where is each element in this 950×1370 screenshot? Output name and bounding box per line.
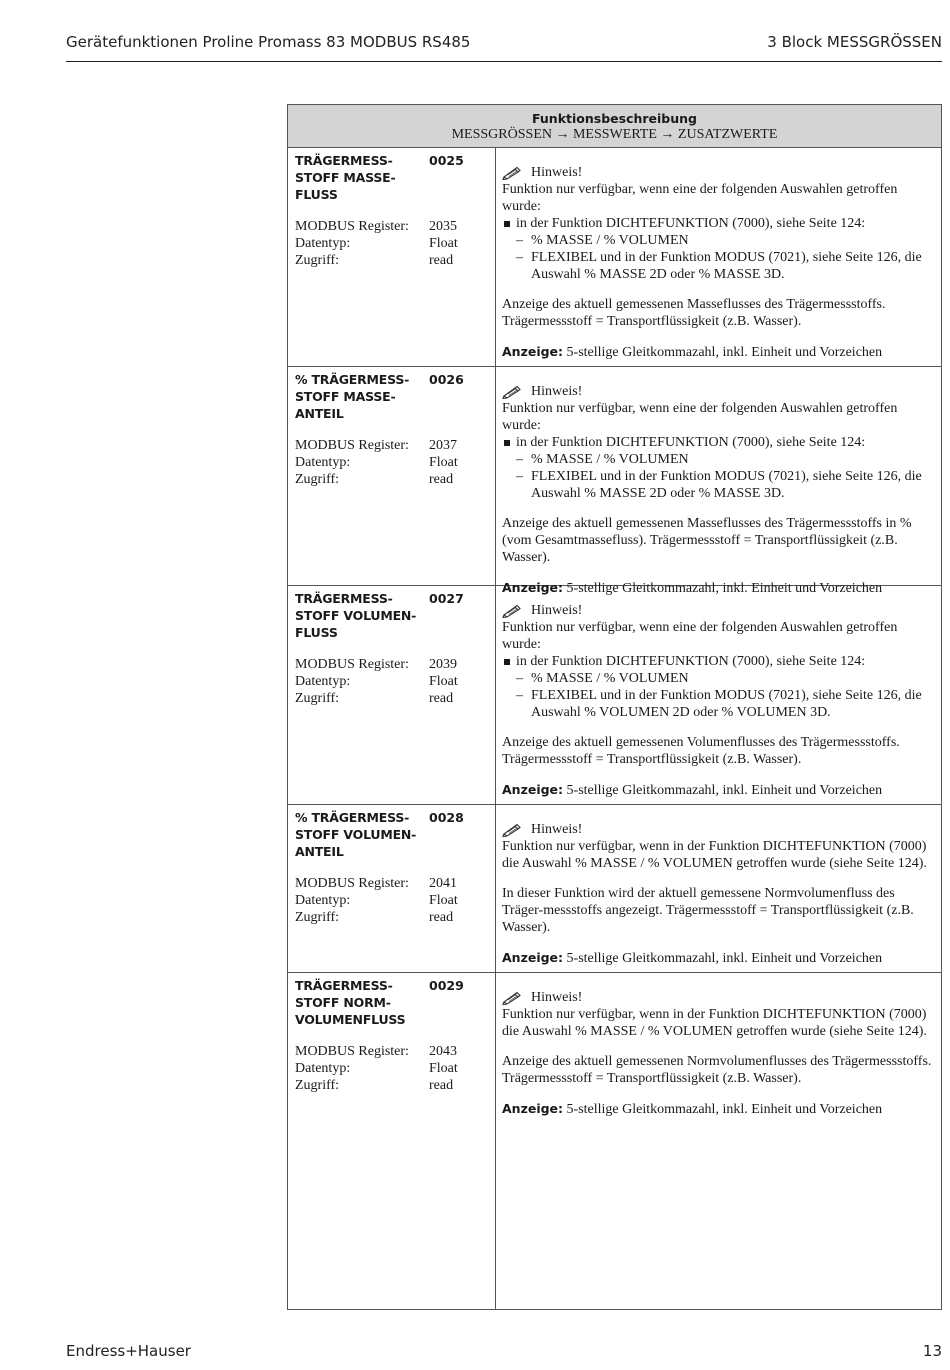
table-row: [288, 148, 941, 367]
function-meta: [295, 656, 485, 707]
note-intro: Funktion nur verfügbar, wenn eine der folgenden Auswahlen getroffen wurde:: [502, 401, 898, 433]
note-label: Hinweis!: [531, 603, 583, 618]
note-intro: Funktion nur verfügbar, wenn in der Funktion DICHTEFUNKTION (7000) die Auswahl % MASSE / % VOLUMEN getroffen wurde (siehe Seite 124).: [502, 1007, 927, 1039]
bullet-text: in der Funktion DICHTEFUNKTION (7000), siehe Seite 124:: [516, 435, 866, 450]
display-text: 5-stellige Gleitkommazahl, inkl. Einheit und Vorzeichen: [563, 951, 883, 966]
note-dash-item: – % MASSE / % VOLUMEN: [516, 671, 689, 686]
table-row: [288, 805, 941, 973]
access-value: read: [429, 910, 454, 925]
dash-text: % MASSE / % VOLUMEN: [531, 452, 689, 467]
pencil-note-icon: [502, 991, 524, 1005]
function-description: [502, 602, 932, 799]
function-code: 0025: [429, 153, 464, 168]
note-heading: [502, 164, 932, 181]
note-intro: Funktion nur verfügbar, wenn in der Funktion DICHTEFUNKTION (7000) die Auswahl % MASSE / % VOLUMEN getroffen wurde (siehe Seite 124).: [502, 839, 927, 871]
display-info: [502, 343, 932, 361]
function-description: [502, 989, 932, 1118]
function-description: [502, 383, 932, 597]
description-text: Anzeige des aktuell gemessenen Masseflusses des Trägermessstoffs. Trägermessstoff = Transportflüssigkeit (z.B. Wasser).: [502, 297, 886, 329]
page-header: [66, 33, 942, 62]
display-info: [502, 949, 932, 967]
function-meta: [295, 437, 485, 488]
access-value: read: [429, 1078, 454, 1093]
function-meta: [295, 218, 485, 269]
note-intro: Funktion nur verfügbar, wenn eine der folgenden Auswahlen getroffen wurde:: [502, 620, 898, 652]
note-heading: [502, 821, 932, 838]
display-text: 5-stellige Gleitkommazahl, inkl. Einheit und Vorzeichen: [563, 581, 883, 596]
bullet-text: in der Funktion DICHTEFUNKTION (7000), siehe Seite 124:: [516, 654, 866, 669]
display-info: [502, 1100, 932, 1118]
table-row: [288, 367, 941, 596]
header-title: Gerätefunktionen Proline Promass 83 MODBUS RS485: [66, 33, 471, 51]
datatype-label: Datentyp:: [295, 1061, 351, 1076]
function-code: 0029: [429, 978, 464, 993]
access-label: Zugriff:: [295, 691, 340, 706]
function-table: [287, 104, 942, 1310]
description-text: Anzeige des aktuell gemessenen Masseflusses des Trägermessstoffs in % (vom Gesamtmassefluss). Trägermessstoff = Transportflüssigkeit (z.B. Wasser).: [502, 516, 912, 565]
note-label: Hinweis!: [531, 990, 583, 1005]
display-text: 5-stellige Gleitkommazahl, inkl. Einheit und Vorzeichen: [563, 1102, 883, 1117]
datatype-value: Float: [429, 455, 458, 470]
register-label: MODBUS Register:: [295, 657, 409, 672]
note-dash-item: – FLEXIBEL und in der Funktion MODUS (7021), siehe Seite 126, die Auswahl % MASSE 2D oder % MASSE 3D.: [516, 250, 922, 282]
function-description: [502, 821, 932, 967]
display-label: Anzeige:: [502, 580, 564, 595]
table-header: [288, 105, 941, 148]
display-info: [502, 781, 932, 799]
pencil-note-icon: [502, 166, 524, 180]
register-label: MODBUS Register:: [295, 438, 409, 453]
register-value: 2039: [429, 657, 457, 672]
register-label: MODBUS Register:: [295, 219, 409, 234]
dash-text: FLEXIBEL und in der Funktion MODUS (7021), siehe Seite 126, die Auswahl % VOLUMEN 2D oder % VOLUMEN 3D.: [531, 688, 922, 720]
pencil-note-icon: [502, 604, 524, 618]
table-path: MESSGRÖSSEN → MESSWERTE → ZUSATZWERTE: [451, 127, 778, 142]
datatype-label: Datentyp:: [295, 236, 351, 251]
bullet-text: in der Funktion DICHTEFUNKTION (7000), siehe Seite 124:: [516, 216, 866, 231]
function-name: TRÄGERMESS- STOFF VOLUMEN- FLUSS: [295, 591, 417, 640]
display-text: 5-stellige Gleitkommazahl, inkl. Einheit und Vorzeichen: [563, 345, 883, 360]
note-label: Hinweis!: [531, 165, 583, 180]
note-label: Hinweis!: [531, 822, 583, 837]
note-heading: [502, 602, 932, 619]
header-section: 3 Block MESSGRÖSSEN: [767, 33, 942, 51]
note-bullet: [502, 215, 932, 232]
note-dash-item: – % MASSE / % VOLUMEN: [516, 233, 689, 248]
function-name: % TRÄGERMESS- STOFF VOLUMEN- ANTEIL: [295, 810, 417, 859]
dash-text: FLEXIBEL und in der Funktion MODUS (7021), siehe Seite 126, die Auswahl % MASSE 2D oder % MASSE 3D.: [531, 469, 922, 501]
register-value: 2035: [429, 219, 457, 234]
bullet-square-icon: [504, 440, 510, 446]
datatype-value: Float: [429, 236, 458, 251]
datatype-value: Float: [429, 674, 458, 689]
note-dash-item: – FLEXIBEL und in der Funktion MODUS (7021), siehe Seite 126, die Auswahl % MASSE 2D oder % MASSE 3D.: [516, 469, 922, 501]
brand-name: Endress+Hauser: [66, 1342, 191, 1360]
pencil-note-icon: [502, 385, 524, 399]
dash-text: FLEXIBEL und in der Funktion MODUS (7021), siehe Seite 126, die Auswahl % MASSE 2D oder % MASSE 3D.: [531, 250, 922, 282]
access-value: read: [429, 253, 454, 268]
table-row: [288, 973, 941, 1310]
function-meta: [295, 875, 485, 926]
page-number: 13: [922, 1342, 942, 1360]
display-label: Anzeige:: [502, 1101, 564, 1116]
access-label: Zugriff:: [295, 1078, 340, 1093]
datatype-value: Float: [429, 1061, 458, 1076]
note-bullet: [502, 434, 932, 451]
datatype-label: Datentyp:: [295, 455, 351, 470]
pencil-note-icon: [502, 823, 524, 837]
function-name: % TRÄGERMESS- STOFF MASSE- ANTEIL: [295, 372, 410, 421]
note-heading: [502, 989, 932, 1006]
bullet-square-icon: [504, 221, 510, 227]
access-value: read: [429, 691, 454, 706]
function-code: 0027: [429, 591, 464, 606]
table-row: [288, 586, 941, 805]
function-name: TRÄGERMESS- STOFF NORM- VOLUMENFLUSS: [295, 978, 406, 1027]
dash-text: % MASSE / % VOLUMEN: [531, 233, 689, 248]
page-footer: [66, 1342, 942, 1362]
table-title: Funktionsbeschreibung: [531, 111, 697, 126]
datatype-label: Datentyp:: [295, 674, 351, 689]
register-value: 2043: [429, 1044, 457, 1059]
function-meta: [295, 1043, 485, 1094]
register-label: MODBUS Register:: [295, 1044, 409, 1059]
datatype-label: Datentyp:: [295, 893, 351, 908]
description-text: In dieser Funktion wird der aktuell gemessene Normvolumenfluss des Träger-messstoffs angezeigt. Trägermessstoff = Transportflüssigkeit (z.B. Wasser).: [502, 886, 914, 935]
bullet-square-icon: [504, 659, 510, 665]
access-label: Zugriff:: [295, 472, 340, 487]
display-label: Anzeige:: [502, 950, 564, 965]
description-text: Anzeige des aktuell gemessenen Volumenflusses des Trägermessstoffs. Trägermessstoff = Transportflüssigkeit (z.B. Wasser).: [502, 735, 900, 767]
note-dash-item: – % MASSE / % VOLUMEN: [516, 452, 689, 467]
access-value: read: [429, 472, 454, 487]
note-dash-item: – FLEXIBEL und in der Funktion MODUS (7021), siehe Seite 126, die Auswahl % VOLUMEN 2D oder % VOLUMEN 3D.: [516, 688, 922, 720]
access-label: Zugriff:: [295, 253, 340, 268]
register-label: MODBUS Register:: [295, 876, 409, 891]
function-name: TRÄGERMESS- STOFF MASSE- FLUSS: [295, 153, 396, 202]
function-code: 0028: [429, 810, 464, 825]
display-text: 5-stellige Gleitkommazahl, inkl. Einheit und Vorzeichen: [563, 783, 883, 798]
display-label: Anzeige:: [502, 782, 564, 797]
note-label: Hinweis!: [531, 384, 583, 399]
note-intro: Funktion nur verfügbar, wenn eine der folgenden Auswahlen getroffen wurde:: [502, 182, 898, 214]
register-value: 2037: [429, 438, 457, 453]
description-text: Anzeige des aktuell gemessenen Normvolumenflusses des Trägermessstoffs. Trägermessstoff = Transportflüssigkeit (z.B. Wasser).: [502, 1054, 932, 1086]
datatype-value: Float: [429, 893, 458, 908]
function-description: [502, 164, 932, 361]
function-code: 0026: [429, 372, 464, 387]
note-heading: [502, 383, 932, 400]
access-label: Zugriff:: [295, 910, 340, 925]
note-bullet: [502, 653, 932, 670]
display-label: Anzeige:: [502, 344, 564, 359]
register-value: 2041: [429, 876, 457, 891]
dash-text: % MASSE / % VOLUMEN: [531, 671, 689, 686]
